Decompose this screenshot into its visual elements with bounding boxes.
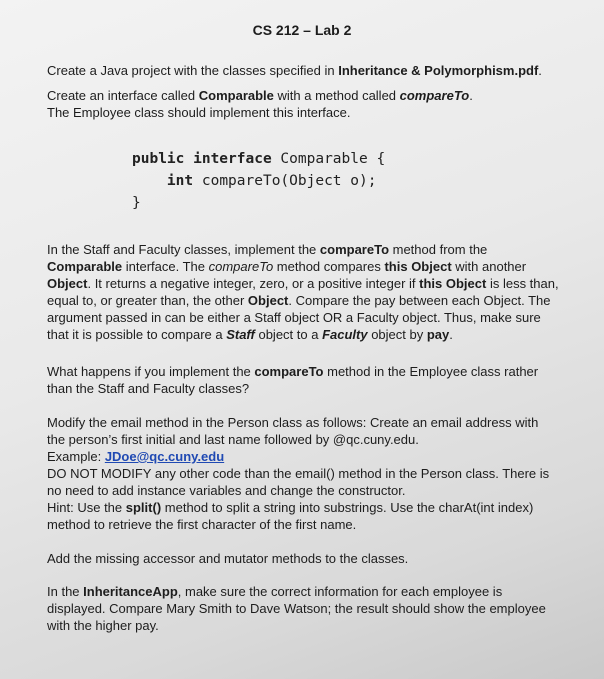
instruction-create-interface: Create an interface called Comparable with a method called compareTo. The Employee class should implement this interface. bbox=[47, 88, 473, 120]
instruction-create-project: Create a Java project with the classes specified in Inheritance & Polymorphism.pdf. bbox=[47, 63, 542, 78]
example-email-link[interactable]: JDoe@qc.cuny.edu bbox=[104, 449, 225, 464]
code-line-3: } bbox=[132, 195, 141, 211]
interface-code-block bbox=[132, 148, 385, 214]
page-title: CS 212 – Lab 2 bbox=[252, 22, 352, 38]
code-line-1: public interface Comparable { bbox=[132, 151, 386, 167]
question-employee-compareto: What happens if you implement the compareTo method in the Employee class rather than the Staff and Faculty classes? bbox=[47, 364, 539, 396]
code-line-2: int compareTo(Object o); bbox=[166, 173, 377, 189]
instruction-accessors-mutators: Add the missing accessor and mutator methods to the classes. bbox=[47, 551, 409, 566]
instruction-inheritance-app: In the InheritanceApp, make sure the correct information for each employee is displayed. Compare Mary Smith to Dave Watson; the result should show the employee with the higher pay. bbox=[47, 584, 546, 633]
pdf-reference: Inheritance & Polymorphism.pdf bbox=[338, 63, 539, 78]
instruction-modify-email: Modify the email method in the Person class as follows: Create an email address with the person’s first initial and last name followed by @qc.cuny.edu. Example: JDoe@qc.cuny.edu DO NOT MODIFY any other code than the email() method in the Person class. There is no need to add instance variables and change the constructor. Hint: Use the split() method to split a string into substrings. Use the charAt(int index) method to retrieve the first character of the first name. bbox=[47, 415, 550, 532]
instruction-implement-compareto: In the Staff and Faculty classes, implement the compareTo method from the Comparable interface. The compareTo method compares this Object with another Object. It returns a negative integer, zero, or a positive integer if this Object is less than, equal to, or greater than, the other Object. Compare the pay between each Object. The argument passed in can be either a Staff object OR a Faculty object. Thus, make sure that it is possible to compare a Staff object to a Faculty object by pay. bbox=[47, 242, 559, 342]
